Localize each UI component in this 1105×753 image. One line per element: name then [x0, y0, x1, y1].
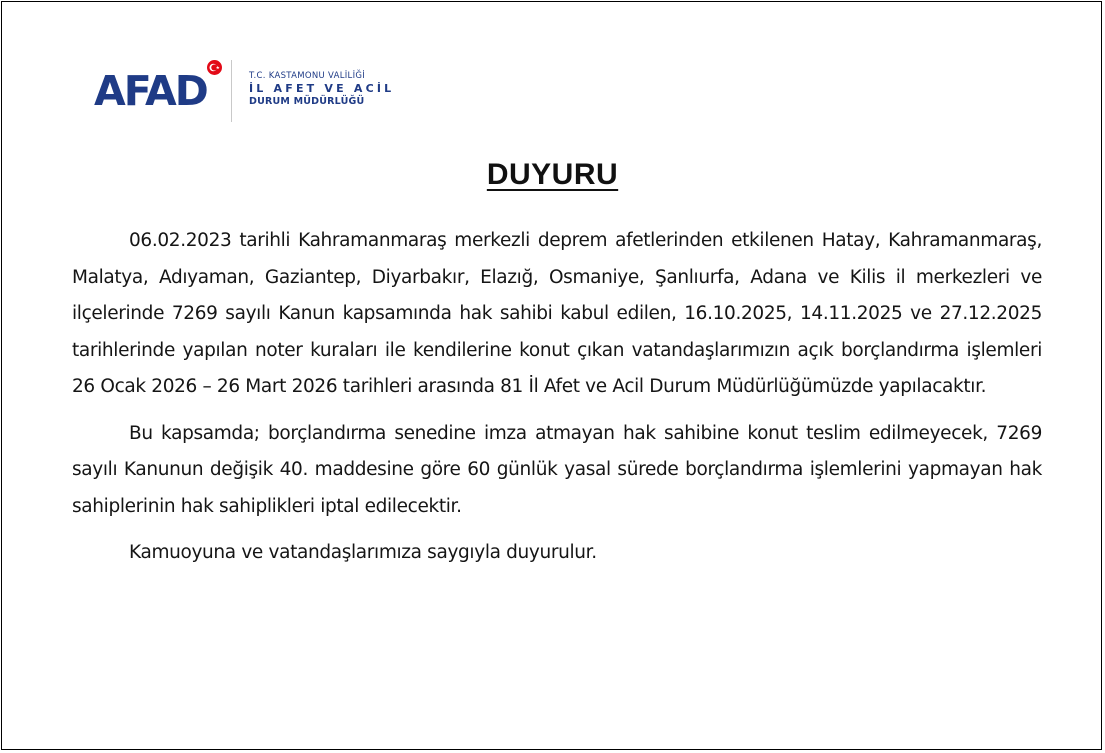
agency-name-line2: DURUM MÜDÜRLÜĞÜ [249, 96, 365, 107]
announcement-paragraph: Bu kapsamda; borçlandırma senedine imza atmayan hak sahibine konut teslim edilmeyecek, 7269 sayılı Kanunun değişik 40. maddesine göre 60 günlük yasal sürede borçlandırma işlemlerini yapmayan hak sahiplerinin hak sahiplikleri iptal edilecektir. [72, 422, 1042, 517]
agency-name-line1: İL AFET VE ACİL [249, 82, 395, 95]
announcement-closing: Kamuoyuna ve vatandaşlarımıza saygıyla duyurulur. [129, 542, 597, 563]
header-logo-block [94, 58, 395, 124]
announcement-paragraph: 06.02.2023 tarihli Kahramanmaraş merkezli deprem afetlerinden etkilenen Hatay, Kahramanmaraş, Malatya, Adıyaman, Gaziantep, Diyarbakır, Elazığ, Osmaniye, Şanlıurfa, Adana ve Kilis il merkezleri ve ilçelerinde 7269 sayılı Kanun kapsamında hak sahibi kabul edilen, 16.10.2025, 14.11.2025 ve 27.12.2025 tarihlerinde yapılan noter kuraları ile kendilerine konut çıkan vatandaşlarımızın açık borçlandırma işlemleri 26 Ocak 2026 – 26 Mart 2026 tarihleri arasında 81 İl Afet ve Acil Durum Müdürlüğümüzde yapılacaktır. [72, 230, 1042, 397]
afad-logo-text: AFAD [94, 67, 207, 115]
agency-name [249, 71, 394, 108]
document-title: DUYURU [486, 158, 619, 191]
announcement-body [72, 223, 1042, 582]
turkish-flag-icon [207, 60, 222, 75]
logo-divider [231, 60, 232, 122]
afad-logo [94, 58, 395, 124]
agency-governorship: T.C. KASTAMONU VALİLİĞİ [249, 71, 366, 81]
